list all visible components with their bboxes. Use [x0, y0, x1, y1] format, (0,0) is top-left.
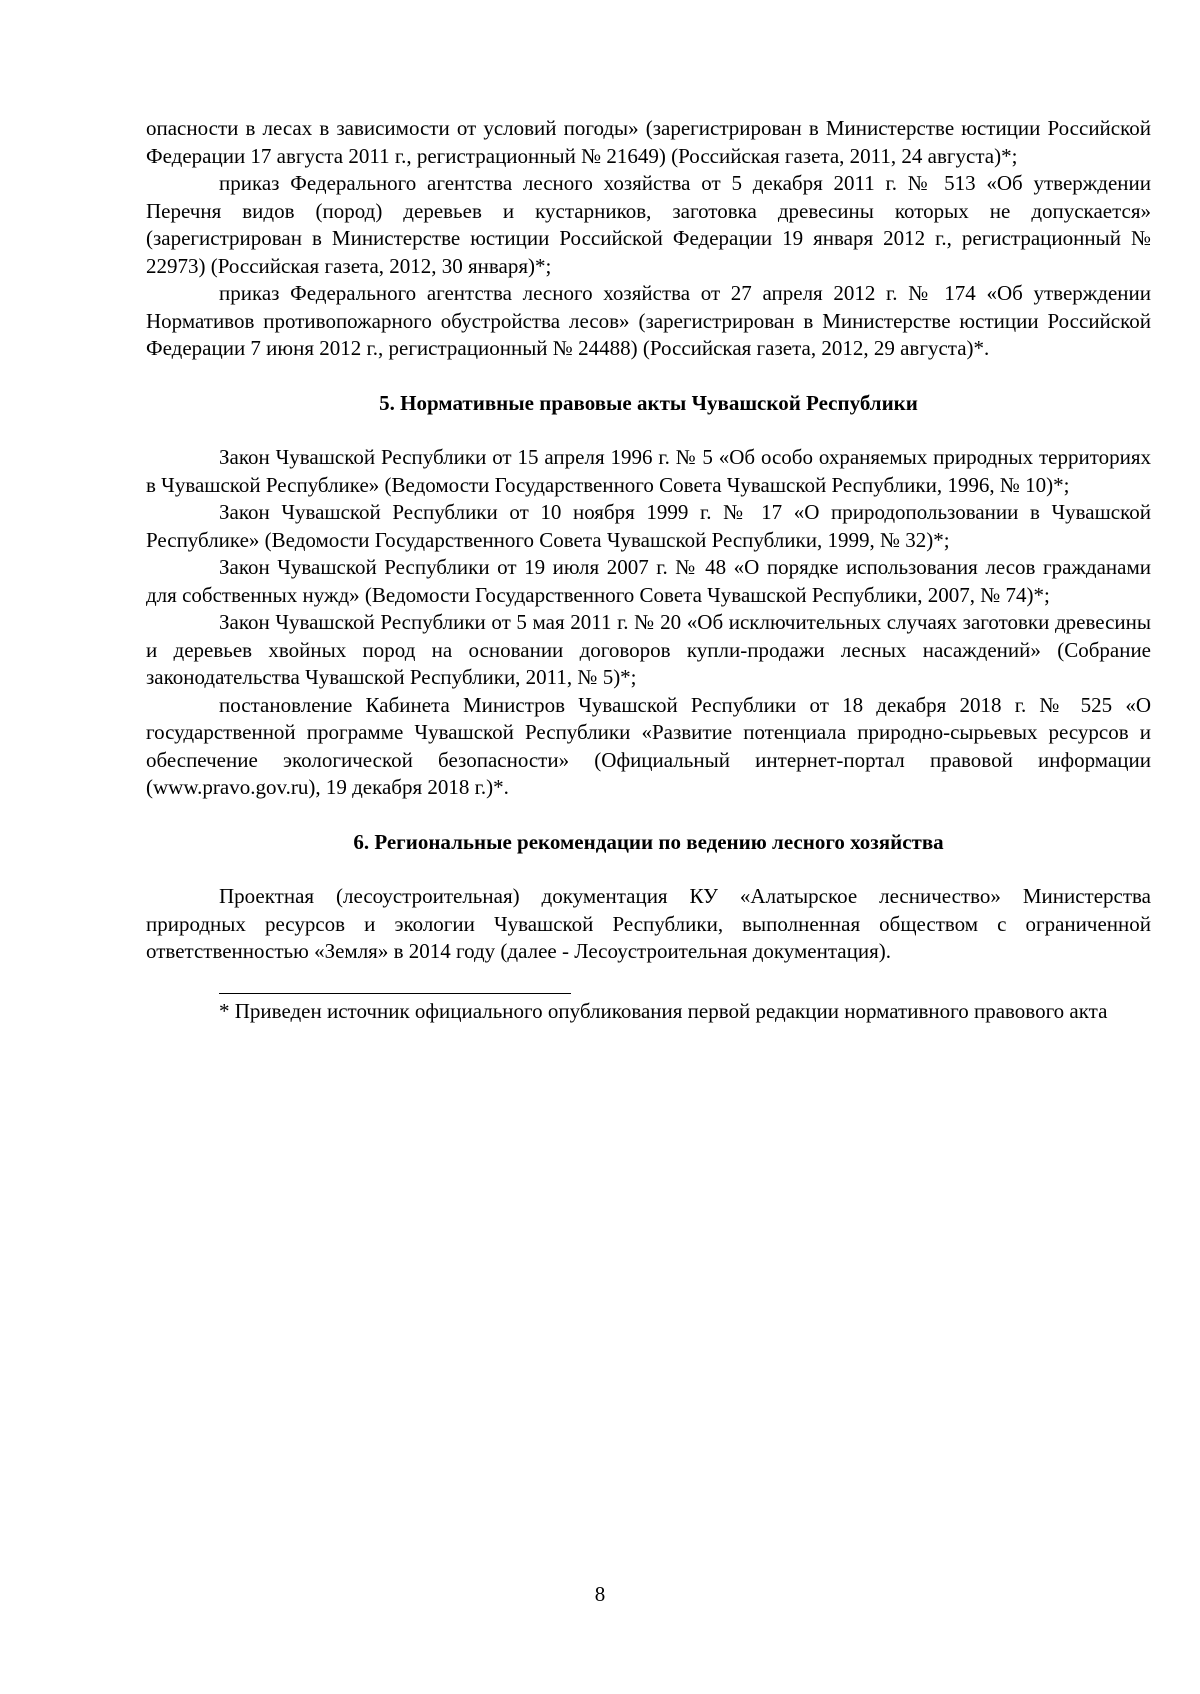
- paragraph-resolution-2018: постановление Кабинета Министров Чувашской Республики от 18 декабря 2018 г. № 525 «О государственной программе Чувашской Республики «Развитие потенциала природно-сырьевых ресурсов и обеспечение экологической безопасности» (Официальный интернет-портал правовой информации (www.pravo.gov.ru), 19 декабря 2018 г.)*.: [146, 692, 1151, 799]
- paragraph-continuation: опасности в лесах в зависимости от условий погоды» (зарегистрирован в Министерстве юстиции Российской Федерации 17 августа 2011 г., регистрационный № 21649) (Российская газета, 2011, 24 августа)*;: [146, 116, 1151, 168]
- page-number: 8: [594, 1582, 606, 1606]
- paragraph-law-1999: Закон Чувашской Республики от 10 ноября 1999 г. № 17 «О природопользовании в Чувашской Республике» (Ведомости Государственного Совета Чувашской Республики, 1999, № 32)*;: [146, 500, 1151, 552]
- paragraph-law-2007: Закон Чувашской Республики от 19 июля 2007 г. № 48 «О порядке использования лесов гражданами для собственных нужд» (Ведомости Государственного Совета Чувашской Республики, 2007, № 74)*;: [146, 555, 1151, 607]
- paragraph-order-174: приказ Федерального агентства лесного хозяйства от 27 апреля 2012 г. № 174 «Об утверждении Нормативов противопожарного обустройства лесов» (зарегистрирован в Министерстве юстиции Российской Федерации 7 июня 2012 г., регистрационный № 24488) (Российская газета, 2012, 29 августа)*.: [146, 281, 1151, 360]
- footnote-text: * Приведен источник официального опубликования первой редакции нормативного правового акта: [219, 998, 1108, 1023]
- page-body: [146, 115, 1151, 1025]
- paragraph-law-1996: Закон Чувашской Республики от 15 апреля 1996 г. № 5 «Об особо охраняемых природных территориях в Чувашской Республике» (Ведомости Государственного Совета Чувашской Республики, 1996, № 10)*;: [146, 445, 1151, 497]
- section-6-heading: 6. Региональные рекомендации по ведению лесного хозяйства: [353, 829, 944, 854]
- section-5-heading: 5. Нормативные правовые акты Чувашской Республики: [379, 390, 918, 415]
- paragraph-order-513: приказ Федерального агентства лесного хозяйства от 5 декабря 2011 г. № 513 «Об утверждении Перечня видов (пород) деревьев и кустарников, заготовка древесины которых не допускается» (зарегистрирован в Министерстве юстиции Российской Федерации 19 января 2012 г., регистрационный № 22973) (Российская газета, 2012, 30 января)*;: [146, 171, 1151, 278]
- paragraph-law-2011: Закон Чувашской Республики от 5 мая 2011 г. № 20 «Об исключительных случаях заготовки древесины и деревьев хвойных пород на основании договоров купли-продажи лесных насаждений» (Собрание законодательства Чувашской Республики, 2011, № 5)*;: [146, 610, 1151, 689]
- footnote-separator: [219, 993, 571, 994]
- paragraph-project-documentation: Проектная (лесоустроительная) документация КУ «Алатырское лесничество» Министерства природных ресурсов и экологии Чувашской Республики, выполненная обществом с ограниченной ответственностью «Земля» в 2014 году (далее - Лесоустроительная документация).: [146, 884, 1151, 963]
